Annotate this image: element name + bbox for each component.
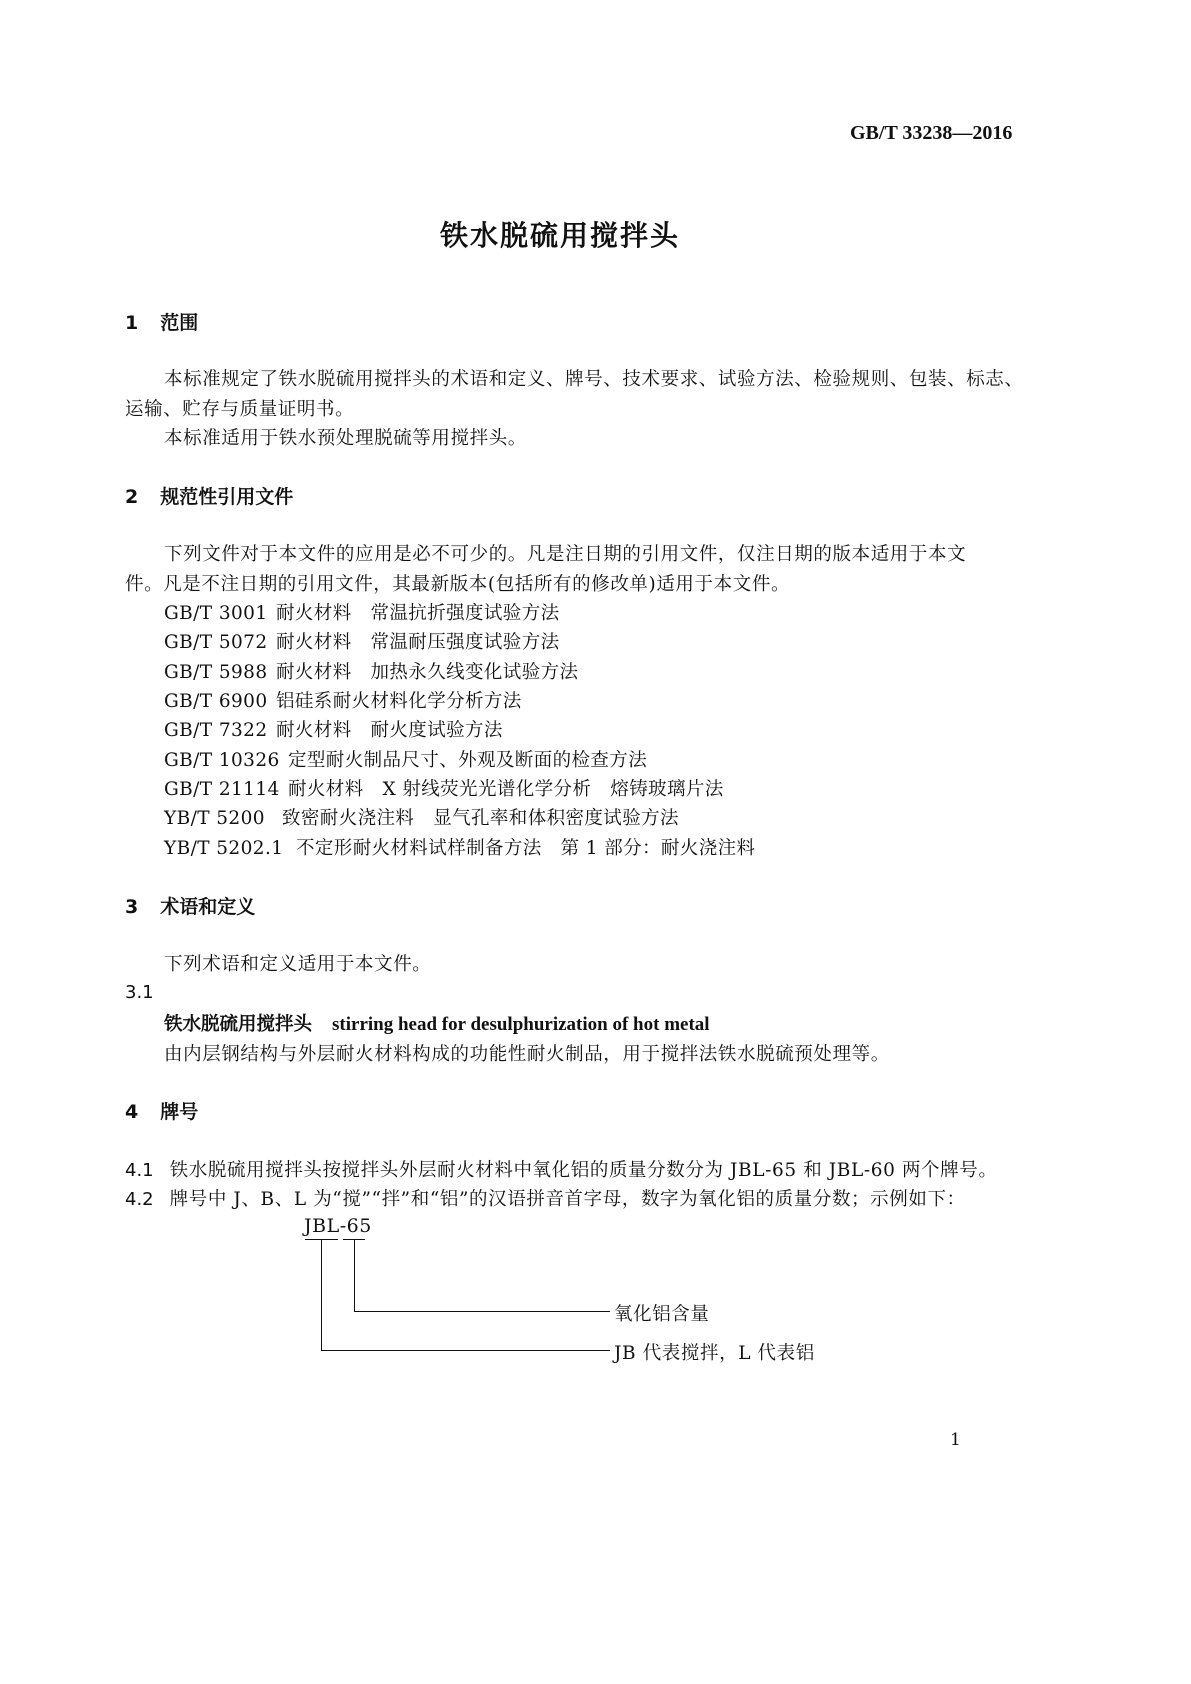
reference-item — [164, 716, 503, 742]
standard-number — [850, 120, 1012, 145]
reference-title: 耐火材料 加热永久线变化试验方法 — [276, 662, 579, 683]
section-1-title: 范围 — [160, 312, 199, 334]
reference-code: GB/T 21114 — [164, 779, 280, 800]
page-number: 1 — [950, 1430, 961, 1450]
clause-4-2-number: 4.2 — [125, 1189, 154, 1210]
grade-dash: - — [339, 1215, 347, 1237]
reference-item — [164, 834, 755, 860]
term-definition: 由内层钢结构与外层耐火材料构成的功能性耐火制品，用于搅拌法铁水脱硫预处理等。 — [164, 1044, 890, 1065]
section-2-heading — [125, 482, 293, 509]
prefix-connector-horizontal — [321, 1350, 610, 1351]
section-3-intro: 下列术语和定义适用于本文件。 — [164, 954, 432, 975]
grade-prefix: JBL — [304, 1215, 340, 1237]
section-2-number: 2 — [125, 486, 139, 508]
reference-title: 铝硅系耐火材料化学分析方法 — [276, 691, 522, 712]
clause-4-1-text: 铁水脱硫用搅拌头按搅拌头外层耐火材料中氧化铝的质量分数分为 JBL-65 和 JBL-60 两个牌号。 — [169, 1160, 998, 1181]
section-1-number: 1 — [125, 312, 139, 334]
reference-title: 耐火材料 X 射线荧光光谱化学分析 熔铸玻璃片法 — [288, 779, 724, 800]
section-3-heading — [125, 892, 255, 919]
reference-code: GB/T 5072 — [164, 632, 268, 653]
reference-code: YB/T 5200 — [164, 808, 265, 829]
reference-code: GB/T 6900 — [164, 691, 268, 712]
section-1-paragraph-1-line-1: 本标准规定了铁水脱硫用搅拌头的术语和定义、牌号、技术要求、试验方法、检验规则、包装、标志、 — [164, 369, 1024, 390]
reference-title: 不定形耐火材料试样制备方法 第 1 部分：耐火浇注料 — [296, 838, 756, 859]
section-4-number: 4 — [125, 1101, 139, 1123]
section-2-intro-line-1: 下列文件对于本文件的应用是必不可少的。凡是注日期的引用文件，仅注日期的版本适用于本文 — [164, 544, 967, 565]
document-title: 铁水脱硫用搅拌头 — [440, 219, 681, 252]
clause-4-2-text: 牌号中 J、B、L 为“搅”“拌”和“铝”的汉语拼音首字母，数字为氧化铝的质量分数；示例如下： — [169, 1189, 966, 1210]
term-heading — [164, 1010, 710, 1036]
reference-item — [164, 804, 679, 830]
standard-number-text: GB/T 33238—2016 — [850, 122, 1013, 144]
reference-title: 定型耐火制品尺寸、外观及断面的检查方法 — [288, 750, 648, 771]
section-3-title: 术语和定义 — [160, 896, 256, 918]
section-1-paragraph-2: 本标准适用于铁水预处理脱硫等用搅拌头。 — [164, 428, 527, 449]
reference-code: GB/T 10326 — [164, 750, 280, 771]
section-2-title: 规范性引用文件 — [160, 486, 294, 508]
grade-example — [304, 1215, 372, 1237]
reference-title: 致密耐火浇注料 显气孔率和体积密度试验方法 — [282, 808, 679, 829]
grade-number: 65 — [346, 1215, 372, 1237]
reference-item — [164, 775, 724, 801]
reference-item — [164, 746, 647, 772]
reference-title: 耐火材料 耐火度试验方法 — [276, 720, 503, 741]
prefix-connector-vertical — [321, 1239, 322, 1351]
reference-code: YB/T 5202.1 — [164, 838, 284, 859]
reference-item — [164, 687, 522, 713]
section-4-heading — [125, 1097, 198, 1124]
section-4-title: 牌号 — [160, 1101, 199, 1123]
reference-title: 耐火材料 常温抗折强度试验方法 — [276, 603, 560, 624]
clause-4-2 — [125, 1185, 966, 1211]
reference-code: GB/T 7322 — [164, 720, 268, 741]
reference-code: GB/T 5988 — [164, 662, 268, 683]
section-3-number: 3 — [125, 896, 139, 918]
section-2-intro-line-2: 件。凡是不注日期的引用文件，其最新版本(包括所有的修改单)适用于本文件。 — [125, 574, 791, 595]
term-english: stirring head for desulphurization of hot metal — [332, 1014, 710, 1035]
reference-title: 耐火材料 常温耐压强度试验方法 — [276, 632, 560, 653]
number-connector-vertical — [354, 1239, 355, 1312]
reference-code: GB/T 3001 — [164, 603, 268, 624]
reference-item — [164, 628, 560, 654]
alumina-label: 氧化铝含量 — [614, 1304, 710, 1325]
letters-label: JB 代表搅拌，L 代表铝 — [614, 1343, 815, 1364]
number-connector-horizontal — [354, 1311, 610, 1312]
term-number: 3.1 — [125, 982, 154, 1003]
term-chinese: 铁水脱硫用搅拌头 — [164, 1014, 313, 1035]
clause-4-1 — [125, 1156, 997, 1182]
section-1-heading — [125, 308, 198, 335]
reference-item — [164, 599, 560, 625]
clause-4-1-number: 4.1 — [125, 1160, 154, 1181]
section-1-paragraph-1-line-2: 运输、贮存与质量证明书。 — [125, 399, 355, 420]
reference-item — [164, 658, 578, 684]
